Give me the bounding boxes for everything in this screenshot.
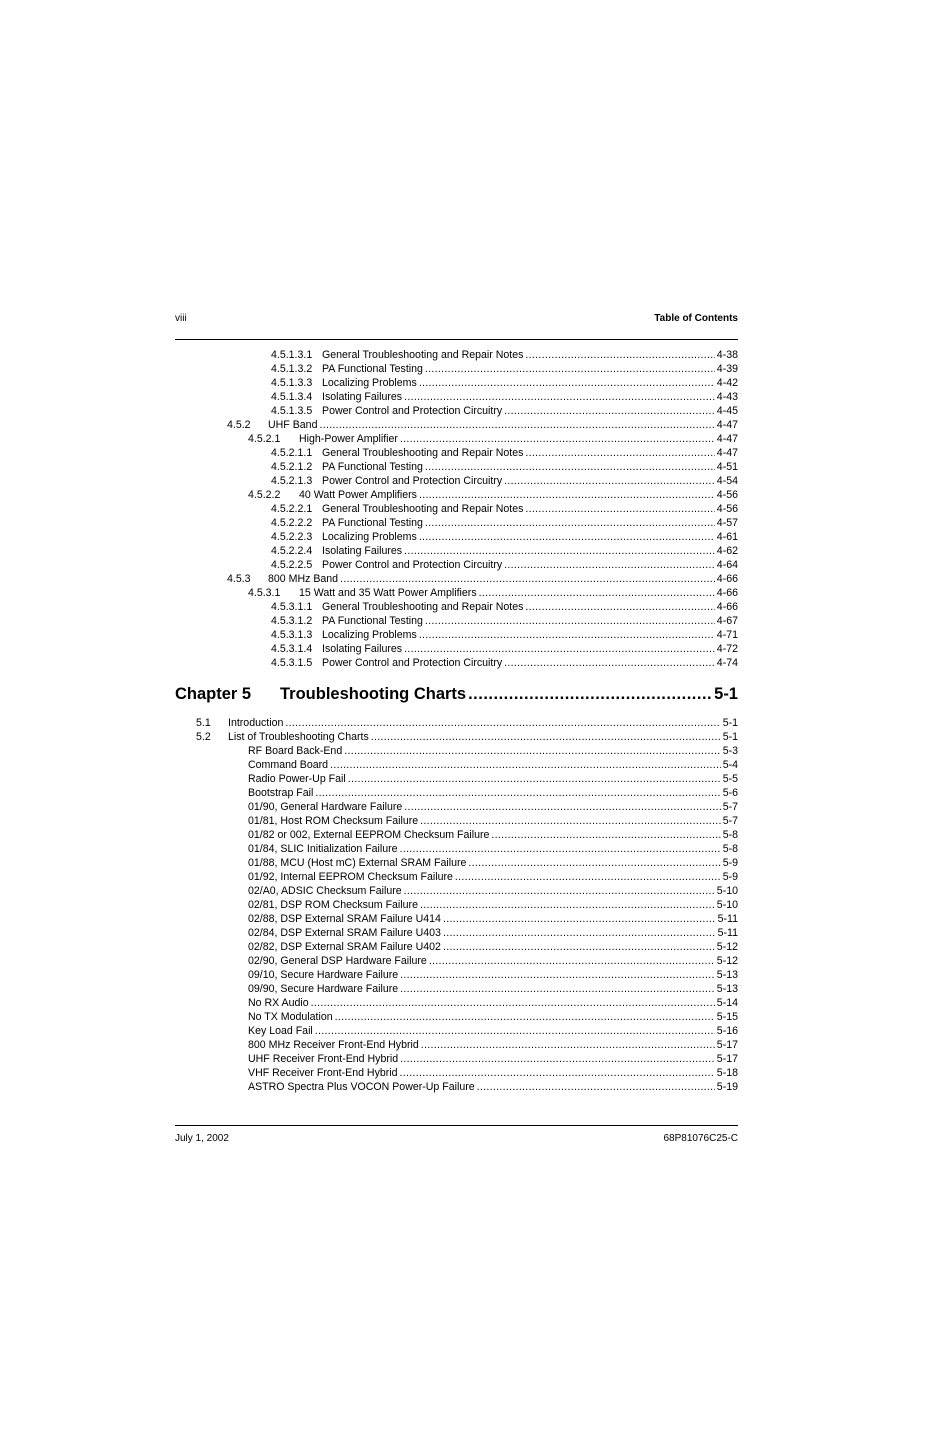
dot-leader (491, 828, 720, 842)
toc-entry[interactable] (175, 884, 738, 898)
toc-entry-page: 5-12 (716, 941, 738, 953)
dot-leader (468, 856, 720, 870)
toc-entry-page: 4-42 (716, 377, 738, 389)
dot-leader (404, 642, 715, 656)
page-footer (175, 1133, 738, 1147)
toc-entry[interactable] (175, 842, 738, 856)
toc-entry-page: 5-9 (722, 871, 738, 883)
toc-entry-title: PA Functional Testing (322, 615, 423, 627)
toc-entry-page: 4-57 (716, 517, 738, 529)
toc-entry-number: 4.5.3.1 (248, 587, 281, 599)
toc-entry-number: 4.5.2.2 (248, 489, 281, 501)
toc-entry-title: Power Control and Protection Circuitry (322, 657, 503, 669)
footer-doc-number: 68P81076C25-C (663, 1133, 738, 1144)
table-of-contents (175, 348, 738, 1094)
toc-entry-page: 5-18 (716, 1067, 738, 1079)
toc-entry-number: 4.5.1.3.3 (271, 377, 313, 389)
toc-entry[interactable] (175, 954, 738, 968)
dot-leader (335, 1010, 715, 1024)
toc-entry-title: Power Control and Protection Circuitry (322, 475, 503, 487)
toc-entry-page: 5-17 (716, 1039, 738, 1051)
toc-entry-page: 4-47 (716, 433, 738, 445)
toc-entry-page: 5-4 (722, 759, 738, 771)
toc-entry-number: 4.5.3 (227, 573, 251, 585)
toc-entry-page: 4-72 (716, 643, 738, 655)
page-number: viii (175, 313, 187, 324)
toc-entry[interactable] (175, 856, 738, 870)
toc-entry-title: List of Troubleshooting Charts (228, 731, 369, 743)
toc-entry[interactable] (175, 362, 738, 376)
dot-leader (425, 516, 715, 530)
toc-entry-number: 4.5.3.1.2 (271, 615, 313, 627)
toc-entry-title: Isolating Failures (322, 643, 403, 655)
toc-entry-number: 4.5.2.1.2 (271, 461, 313, 473)
dot-leader (525, 502, 714, 516)
toc-entry-title: Localizing Problems (322, 531, 417, 543)
toc-entry[interactable] (175, 814, 738, 828)
toc-entry-title: General Troubleshooting and Repair Notes (322, 349, 524, 361)
dot-leader (421, 1038, 715, 1052)
toc-entry-title: Power Control and Protection Circuitry (322, 405, 503, 417)
toc-entry-page: 4-38 (716, 349, 738, 361)
dot-leader (285, 716, 720, 730)
dot-leader (420, 814, 721, 828)
dot-leader (340, 572, 715, 586)
toc-entry[interactable] (175, 572, 738, 586)
toc-entry-number: 4.5.3.1.4 (271, 643, 313, 655)
toc-entry-title: PA Functional Testing (322, 461, 423, 473)
dot-leader (425, 614, 715, 628)
toc-entry-page: 5-10 (716, 885, 738, 897)
toc-entry-page: 4-47 (716, 419, 738, 431)
toc-entry-page: 5-13 (716, 969, 738, 981)
toc-entry-title: VHF Receiver Front-End Hybrid (248, 1067, 398, 1079)
dot-leader (344, 744, 720, 758)
footer-rule (175, 1125, 738, 1126)
toc-entry-title: 800 MHz Receiver Front-End Hybrid (248, 1039, 419, 1051)
toc-entry[interactable] (175, 1038, 738, 1052)
toc-entry-title: General Troubleshooting and Repair Notes (322, 503, 524, 515)
toc-entry[interactable] (175, 376, 738, 390)
toc-entry-page: 5-12 (716, 955, 738, 967)
toc-entry[interactable] (175, 996, 738, 1010)
toc-entry-page: 5-11 (717, 927, 738, 939)
toc-entry[interactable] (175, 828, 738, 842)
toc-entry[interactable] (175, 642, 738, 656)
toc-entry-number: 4.5.2.2.4 (271, 545, 313, 557)
toc-entry-page: 4-39 (716, 363, 738, 375)
toc-entry-page: 4-64 (716, 559, 738, 571)
dot-leader (404, 800, 720, 814)
toc-entry-page: 5-17 (716, 1053, 738, 1065)
dot-leader (525, 446, 714, 460)
header-rule (175, 339, 738, 340)
toc-entry-page: 4-66 (716, 601, 738, 613)
chapter-label: Chapter 5 (175, 685, 252, 703)
toc-entry-number: 4.5.2.2.1 (271, 503, 313, 515)
toc-entry-number: 4.5.2.2.2 (271, 517, 313, 529)
dot-leader (419, 530, 715, 544)
toc-entry-page: 4-66 (716, 573, 738, 585)
dot-leader (455, 870, 721, 884)
page-header (175, 313, 738, 327)
toc-entry-title: PA Functional Testing (322, 363, 423, 375)
footer-date: July 1, 2002 (175, 1133, 229, 1144)
toc-entry[interactable] (175, 716, 738, 730)
toc-entry-page: 4-71 (716, 629, 738, 641)
toc-entry[interactable] (175, 800, 738, 814)
toc-entry-title: UHF Receiver Front-End Hybrid (248, 1053, 399, 1065)
toc-entry[interactable] (175, 502, 738, 516)
toc-entry-title: 02/90, General DSP Hardware Failure (248, 955, 427, 967)
toc-entry-page: 5-19 (716, 1081, 738, 1093)
toc-entry[interactable] (175, 786, 738, 800)
dot-leader (468, 680, 712, 708)
toc-entry-title: 02/A0, ADSIC Checksum Failure (248, 885, 402, 897)
dot-leader (400, 842, 721, 856)
toc-entry-title: No TX Modulation (248, 1011, 333, 1023)
toc-entry-title: General Troubleshooting and Repair Notes (322, 601, 524, 613)
toc-entry[interactable] (175, 912, 738, 926)
dot-leader (479, 586, 715, 600)
toc-entry-page: 5-8 (722, 829, 738, 841)
toc-entry[interactable] (175, 628, 738, 642)
toc-entry-number: 4.5.1.3.4 (271, 391, 313, 403)
toc-entry-number: 4.5.2.2.3 (271, 531, 313, 543)
toc-entry-number: 4.5.3.1.1 (271, 601, 313, 613)
toc-entry[interactable] (175, 488, 738, 502)
toc-entry-page: 4-56 (716, 489, 738, 501)
dot-leader (425, 362, 715, 376)
toc-entry-title: Power Control and Protection Circuitry (322, 559, 503, 571)
dot-leader (504, 656, 715, 670)
toc-entry[interactable] (175, 1080, 738, 1094)
toc-entry-number: 4.5.3.1.5 (271, 657, 313, 669)
toc-entry-title: 09/10, Secure Hardware Failure (248, 969, 399, 981)
dot-leader (371, 730, 721, 744)
toc-entry-number: 4.5.2.2.5 (271, 559, 313, 571)
toc-entry[interactable] (175, 982, 738, 996)
toc-entry-title: 02/84, DSP External SRAM Failure U403 (248, 927, 441, 939)
toc-entry-page: 5-9 (722, 857, 738, 869)
toc-entry-number: 4.5.2.1.1 (271, 447, 313, 459)
dot-leader (400, 982, 715, 996)
dot-leader (525, 348, 714, 362)
toc-entry-page: 4-45 (716, 405, 738, 417)
dot-leader (315, 1024, 715, 1038)
toc-entry[interactable] (175, 744, 738, 758)
toc-entry-page: 4-62 (716, 545, 738, 557)
toc-entry-number: 4.5.2 (227, 419, 251, 431)
toc-entry[interactable] (175, 544, 738, 558)
toc-entry-title: 02/82, DSP External SRAM Failure U402 (248, 941, 441, 953)
dot-leader (419, 488, 715, 502)
toc-entry[interactable] (175, 968, 738, 982)
toc-entry[interactable] (175, 404, 738, 418)
toc-entry-page: 5-8 (722, 843, 738, 855)
dot-leader (315, 786, 720, 800)
toc-entry[interactable] (175, 898, 738, 912)
dot-leader (504, 474, 715, 488)
toc-entry[interactable] (175, 772, 738, 786)
toc-entry-title: Isolating Failures (322, 545, 403, 557)
toc-entry-page: 4-43 (716, 391, 738, 403)
toc-entry-page: 5-15 (716, 1011, 738, 1023)
toc-entry-title: PA Functional Testing (322, 517, 423, 529)
toc-entry-page: 5-7 (722, 801, 738, 813)
toc-entry[interactable] (175, 926, 738, 940)
toc-entry-title: ASTRO Spectra Plus VOCON Power-Up Failure (248, 1081, 475, 1093)
toc-entry[interactable] (175, 530, 738, 544)
toc-entry-title: 01/81, Host ROM Checksum Failure (248, 815, 419, 827)
toc-entry-title: 01/92, Internal EEPROM Checksum Failure (248, 871, 453, 883)
toc-entry[interactable] (175, 600, 738, 614)
toc-entry-title: 02/81, DSP ROM Checksum Failure (248, 899, 418, 911)
toc-entry[interactable] (175, 474, 738, 488)
toc-entry[interactable] (175, 460, 738, 474)
toc-entry-page: 5-3 (722, 745, 738, 757)
toc-entry[interactable] (175, 390, 738, 404)
toc-entry[interactable] (175, 1010, 738, 1024)
dot-leader (419, 376, 715, 390)
toc-entry[interactable] (175, 614, 738, 628)
toc-entry-title: 09/90, Secure Hardware Failure (248, 983, 399, 995)
toc-entry-title: 01/82 or 002, External EEPROM Checksum Failure (248, 829, 490, 841)
dot-leader (319, 418, 714, 432)
toc-entry-page: 5-5 (722, 773, 738, 785)
toc-entry-page: 5-7 (722, 815, 738, 827)
toc-entry-title: Radio Power-Up Fail (248, 773, 346, 785)
toc-entry-number: 4.5.2.1.3 (271, 475, 313, 487)
toc-entry-page: 4-74 (716, 657, 738, 669)
toc-entry-title: Command Board (248, 759, 329, 771)
dot-leader (311, 996, 715, 1010)
dot-leader (504, 404, 715, 418)
toc-entry-page: 5-13 (716, 983, 738, 995)
dot-leader (400, 968, 715, 982)
toc-entry[interactable] (175, 516, 738, 530)
toc-entry-title: Introduction (228, 717, 284, 729)
toc-entry-page: 4-54 (716, 475, 738, 487)
dot-leader (443, 926, 716, 940)
toc-entry-page: 5-1 (722, 717, 738, 729)
toc-entry-title: RF Board Back-End (248, 745, 343, 757)
dot-leader (400, 1052, 715, 1066)
dot-leader (429, 954, 715, 968)
toc-entry-title: No RX Audio (248, 997, 309, 1009)
toc-entry-number: 5.2 (196, 731, 211, 743)
toc-entry-number: 5.1 (196, 717, 211, 729)
toc-entry-page: 5-14 (716, 997, 738, 1009)
toc-section-4 (175, 348, 738, 670)
dot-leader (477, 1080, 715, 1094)
toc-entry-page: 5-16 (716, 1025, 738, 1037)
toc-entry-number: 4.5.1.3.5 (271, 405, 313, 417)
toc-entry[interactable] (175, 1066, 738, 1080)
toc-entry-page: 4-66 (716, 587, 738, 599)
toc-entry-title: 02/88, DSP External SRAM Failure U414 (248, 913, 441, 925)
toc-entry[interactable] (175, 558, 738, 572)
toc-entry-title: Key Load Fail (248, 1025, 313, 1037)
dot-leader (400, 432, 715, 446)
dot-leader (404, 544, 715, 558)
chapter-title: Troubleshooting Charts (280, 685, 467, 703)
toc-entry[interactable] (175, 940, 738, 954)
toc-entry[interactable] (175, 656, 738, 670)
toc-entry-title: UHF Band (268, 419, 318, 431)
dot-leader (400, 1066, 715, 1080)
toc-section-5 (175, 716, 738, 1094)
toc-entry-page: 4-67 (716, 615, 738, 627)
dot-leader (404, 884, 715, 898)
toc-entry-number: 4.5.1.3.2 (271, 363, 313, 375)
dot-leader (348, 772, 721, 786)
dot-leader (330, 758, 721, 772)
toc-entry-number: 4.5.3.1.3 (271, 629, 313, 641)
toc-entry-title: 01/90, General Hardware Failure (248, 801, 403, 813)
toc-entry-page: 5-6 (722, 787, 738, 799)
toc-entry[interactable] (175, 418, 738, 432)
toc-entry[interactable] (175, 586, 738, 600)
toc-entry-title: 800 MHz Band (268, 573, 339, 585)
toc-entry-title: Bootstrap Fail (248, 787, 314, 799)
toc-entry[interactable] (175, 1052, 738, 1066)
toc-entry[interactable] (175, 870, 738, 884)
toc-entry-page: 4-61 (716, 531, 738, 543)
toc-entry-title: Localizing Problems (322, 377, 417, 389)
toc-entry-page: 4-47 (716, 447, 738, 459)
dot-leader (404, 390, 715, 404)
toc-entry-title: 01/88, MCU (Host mC) External SRAM Failure (248, 857, 467, 869)
toc-entry-title: 15 Watt and 35 Watt Power Amplifiers (299, 587, 477, 599)
toc-entry-page: 5-11 (717, 913, 738, 925)
header-title: Table of Contents (654, 313, 738, 324)
toc-entry-title: Isolating Failures (322, 391, 403, 403)
dot-leader (419, 628, 715, 642)
dot-leader (420, 898, 715, 912)
dot-leader (443, 912, 716, 926)
toc-entry-number: 4.5.2.1 (248, 433, 281, 445)
dot-leader (504, 558, 715, 572)
toc-entry-title: Localizing Problems (322, 629, 417, 641)
toc-entry-page: 4-51 (716, 461, 738, 473)
toc-entry-title: 01/84, SLIC Initialization Failure (248, 843, 398, 855)
dot-leader (525, 600, 714, 614)
toc-entry-title: General Troubleshooting and Repair Notes (322, 447, 524, 459)
toc-entry[interactable] (175, 1024, 738, 1038)
dot-leader (425, 460, 715, 474)
toc-entry-page: 5-10 (716, 899, 738, 911)
toc-entry[interactable] (175, 432, 738, 446)
chapter-page: 5-1 (714, 685, 738, 703)
toc-entry-number: 4.5.1.3.1 (271, 349, 313, 361)
dot-leader (443, 940, 715, 954)
chapter-heading[interactable] (175, 680, 738, 708)
toc-entry-page: 4-56 (716, 503, 738, 515)
toc-entry-title: 40 Watt Power Amplifiers (299, 489, 417, 501)
toc-entry-title: High-Power Amplifier (299, 433, 398, 445)
toc-entry[interactable] (175, 446, 738, 460)
toc-entry[interactable] (175, 348, 738, 362)
toc-entry-page: 5-1 (722, 731, 738, 743)
toc-entry[interactable] (175, 758, 738, 772)
toc-entry[interactable] (175, 730, 738, 744)
